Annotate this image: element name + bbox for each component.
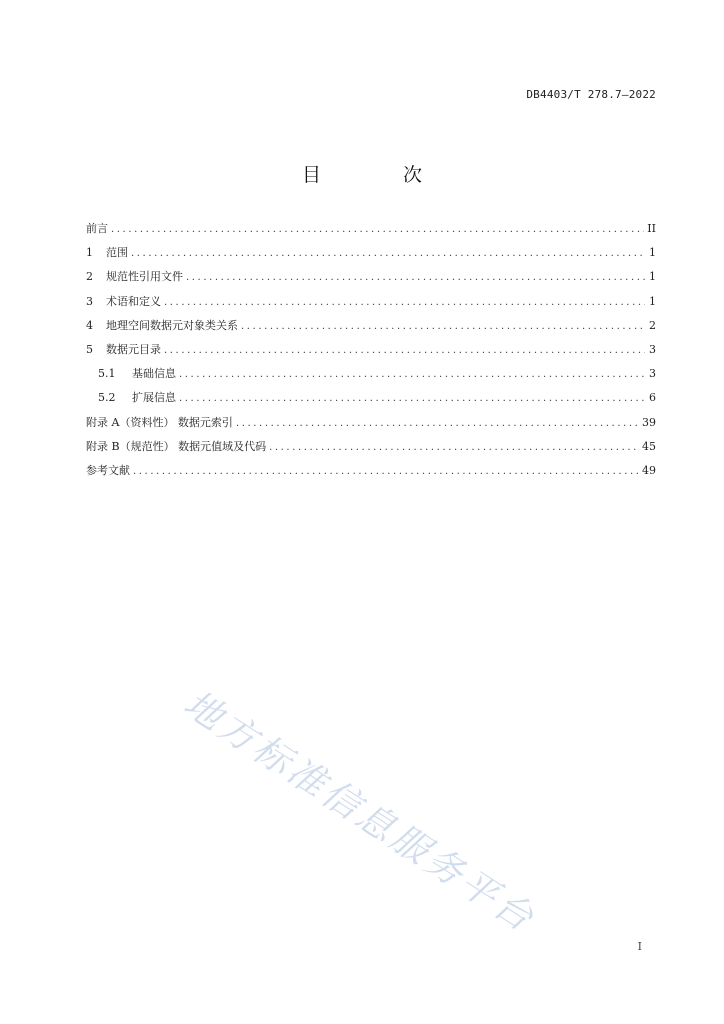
toc-entry-page: 49 [642, 463, 656, 477]
toc-entry-appendix-b[interactable] [86, 435, 656, 459]
toc-leader-dots [179, 387, 645, 411]
document-code: DB4403/T 278.7—2022 [526, 88, 656, 101]
toc-entry-text: 术语和定义 [106, 294, 161, 308]
toc-entry-text: 附录 B（规范性） 数据元值域及代码 [86, 439, 267, 453]
toc-entry-bibliography[interactable] [86, 459, 656, 483]
toc-entry-appendix-a[interactable] [86, 411, 656, 435]
toc-entry-page: 1 [649, 246, 656, 260]
toc-entry-number: 4 [86, 318, 93, 332]
table-of-contents [86, 217, 656, 483]
toc-entry-foreword[interactable] [86, 217, 656, 241]
toc-leader-dots [236, 412, 639, 436]
toc-entry-page: II [647, 222, 656, 235]
toc-entry-text: 附录 A（资料性） 数据元索引 [86, 415, 233, 429]
toc-entry-page: 2 [649, 318, 656, 332]
toc-entry-page: 1 [649, 270, 656, 284]
toc-entry-text: 范围 [106, 246, 128, 260]
toc-entry-normative-references[interactable] [86, 265, 656, 289]
toc-entry-page: 45 [642, 439, 656, 453]
toc-leader-dots [179, 363, 645, 387]
watermark: 地方标准信息服务平台 [176, 681, 544, 942]
toc-entry-number: 5.1 [98, 367, 116, 381]
toc-leader-dots [111, 218, 644, 242]
page-title: 目 次 [301, 164, 461, 186]
toc-entry-page: 3 [649, 367, 656, 381]
toc-entry-number: 3 [86, 294, 93, 308]
toc-entry-number: 1 [86, 246, 93, 260]
toc-entry-extended-info[interactable] [86, 386, 656, 410]
toc-entry-text: 扩展信息 [132, 391, 176, 405]
toc-entry-number: 5.2 [98, 391, 116, 405]
toc-entry-text: 基础信息 [132, 367, 176, 381]
toc-entry-number: 5 [86, 342, 93, 356]
page-number: I [637, 940, 642, 953]
toc-entry-terms[interactable] [86, 290, 656, 314]
toc-entry-text: 地理空间数据元对象类关系 [106, 318, 238, 332]
toc-entry-page: 6 [649, 391, 656, 405]
toc-entry-scope[interactable] [86, 241, 656, 265]
toc-leader-dots [269, 436, 639, 460]
toc-entry-object-class-relations[interactable] [86, 314, 656, 338]
toc-leader-dots [133, 460, 639, 484]
toc-entry-page: 39 [642, 415, 656, 429]
toc-entry-number: 2 [86, 270, 93, 284]
toc-entry-page: 1 [649, 294, 656, 308]
toc-leader-dots [186, 266, 645, 290]
toc-entry-text: 数据元目录 [106, 342, 161, 356]
toc-entry-data-element-catalog[interactable] [86, 338, 656, 362]
toc-leader-dots [164, 291, 645, 315]
toc-entry-page: 3 [649, 342, 656, 356]
toc-leader-dots [241, 315, 645, 339]
toc-entry-text: 参考文献 [86, 463, 130, 477]
toc-leader-dots [131, 242, 645, 266]
toc-entry-basic-info[interactable] [86, 362, 656, 386]
toc-entry-text: 规范性引用文件 [106, 270, 183, 284]
toc-leader-dots [164, 339, 645, 363]
toc-entry-text: 前言 [86, 222, 108, 235]
